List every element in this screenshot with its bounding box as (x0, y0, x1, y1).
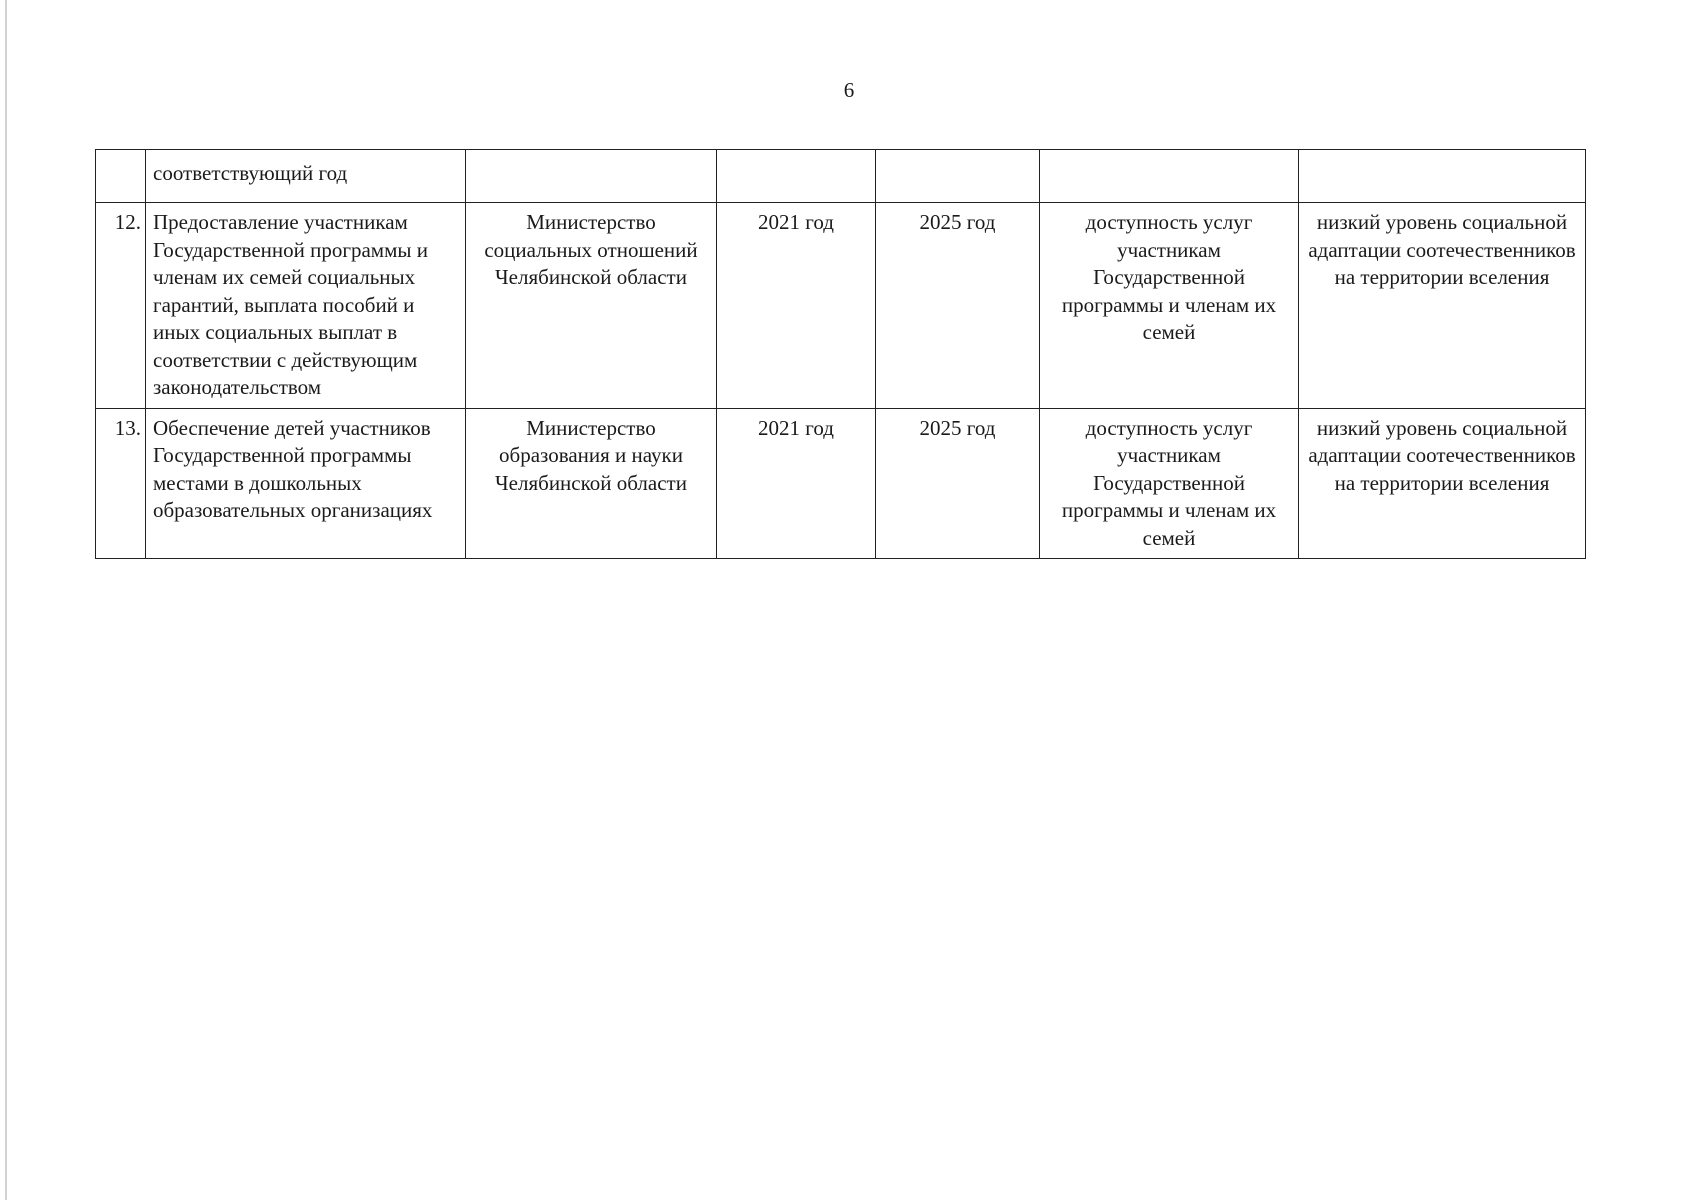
cell-result: доступность услуг участникам Государственной программы и членам их семей (1040, 408, 1299, 559)
cell-measure: Предоставление участникам Государственной программы и членам их семей социальных гарантий, выплата пособий и иных социальных выплат в соответствии с действующим законодательством (146, 203, 466, 409)
cell-result (1040, 150, 1299, 203)
cell-end: 2025 год (876, 203, 1040, 409)
cell-risk (1299, 150, 1586, 203)
cell-start: 2021 год (717, 203, 876, 409)
cell-num: 13. (96, 408, 146, 559)
cell-result: доступность услуг участникам Государственной программы и членам их семей (1040, 203, 1299, 409)
cell-end (876, 150, 1040, 203)
cell-measure: Обеспечение детей участников Государственной программы местами в дошкольных образовательных организациях (146, 408, 466, 559)
cell-num (96, 150, 146, 203)
measures-table (95, 149, 1586, 559)
cell-end: 2025 год (876, 408, 1040, 559)
scan-edge-line (5, 0, 7, 1200)
table-row (96, 408, 1586, 559)
cell-executor: Министерство образования и науки Челябинской области (466, 408, 717, 559)
cell-risk: низкий уровень социальной адаптации соотечественников на территории вселения (1299, 408, 1586, 559)
table-row-continuation (96, 150, 1586, 203)
page-number: 6 (843, 78, 855, 102)
cell-num: 12. (96, 203, 146, 409)
cell-risk: низкий уровень социальной адаптации соотечественников на территории вселения (1299, 203, 1586, 409)
cell-start (717, 150, 876, 203)
cell-executor: Министерство социальных отношений Челябинской области (466, 203, 717, 409)
cell-start: 2021 год (717, 408, 876, 559)
cell-measure: соответствующий год (146, 150, 466, 203)
cell-executor (466, 150, 717, 203)
table-row (96, 203, 1586, 409)
